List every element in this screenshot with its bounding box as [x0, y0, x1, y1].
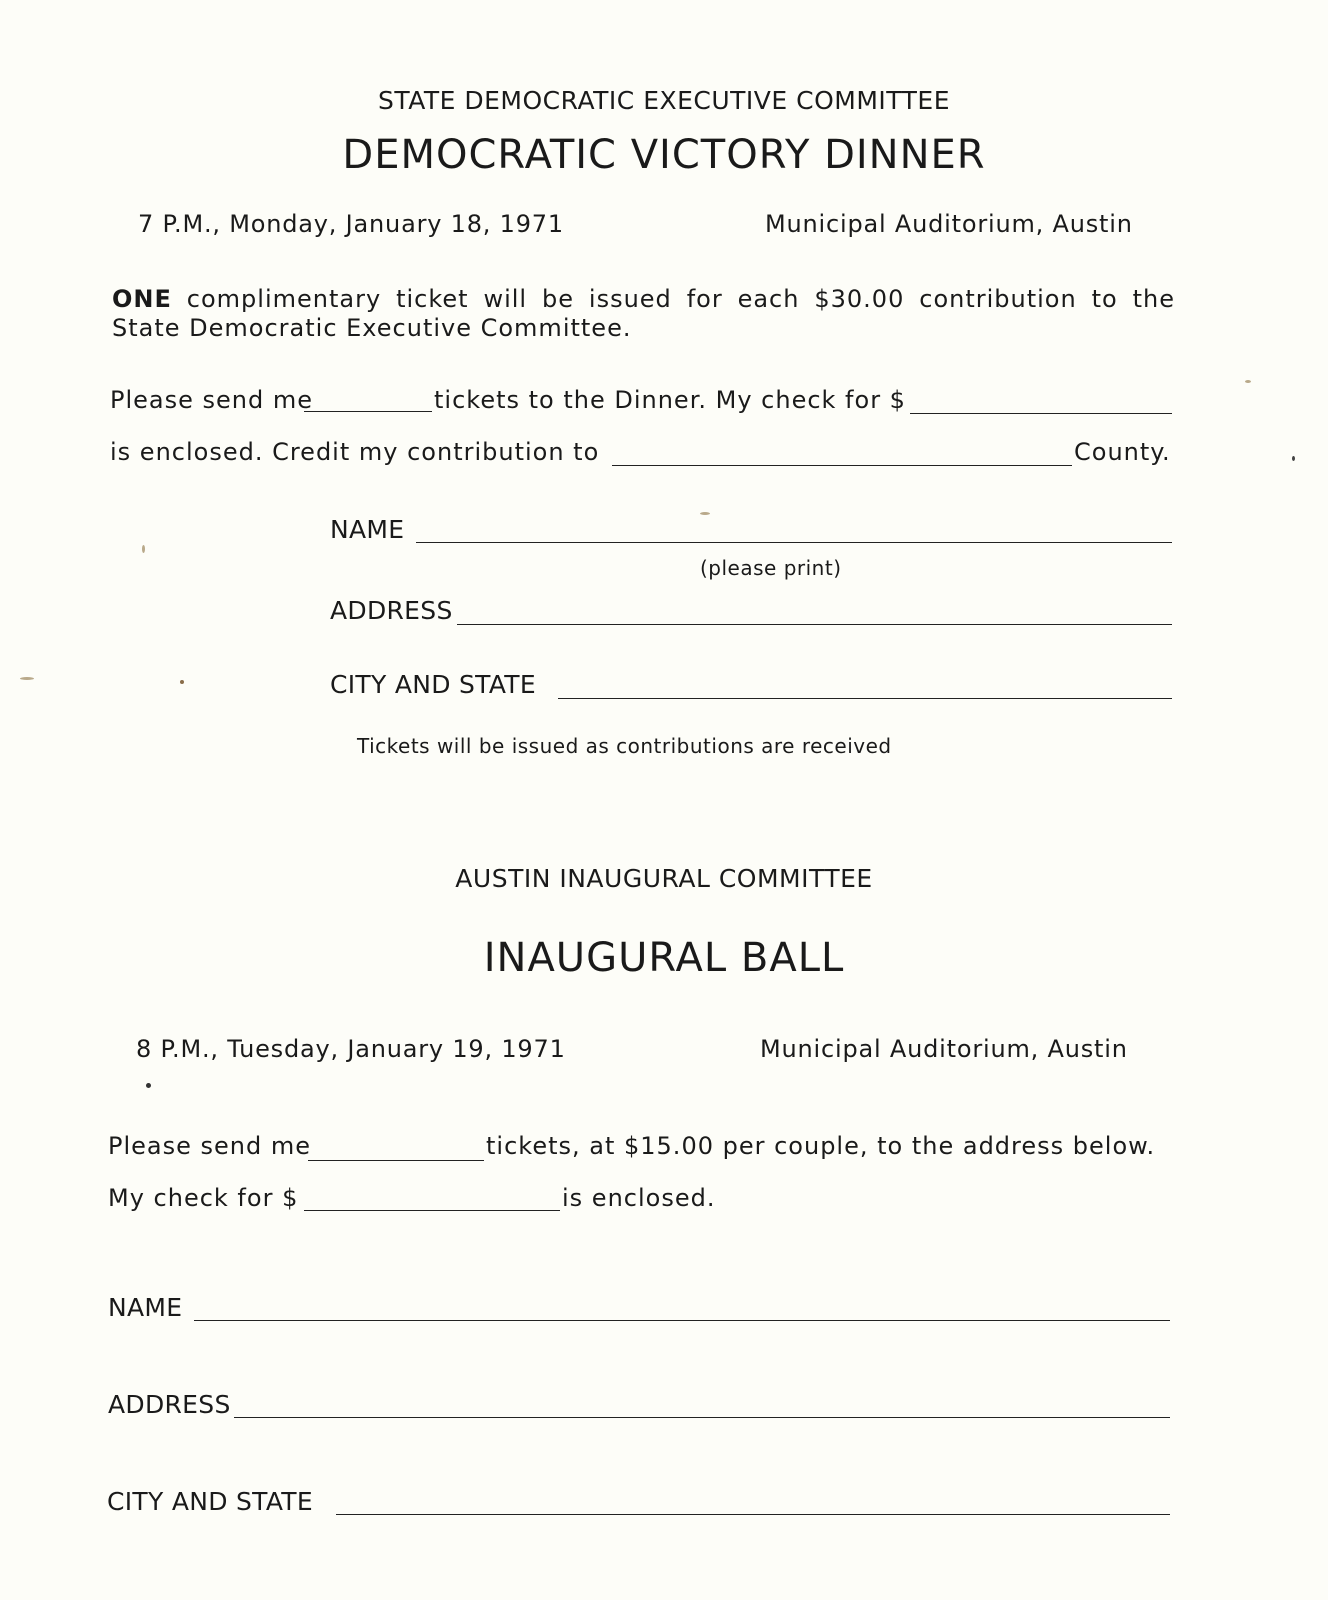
paper-speck: [700, 512, 710, 515]
ball-check-amount-field[interactable]: [304, 1210, 560, 1211]
paper-speck: [20, 677, 34, 680]
ball-city-label: CITY AND STATE: [107, 1487, 313, 1516]
ball-name-label: NAME: [108, 1293, 183, 1322]
offer-text: complimentary ticket will be issued for each $30.00 contribution to the: [186, 285, 1175, 313]
ball-address-field[interactable]: [234, 1417, 1170, 1418]
ink-speck: [146, 1083, 151, 1088]
dinner-offer-line1: [112, 285, 1175, 313]
dinner-county-field[interactable]: [612, 465, 1072, 466]
paper-speck: [180, 680, 184, 684]
ball-check-prefix: My check for $: [108, 1184, 299, 1212]
ball-datetime: 8 P.M., Tuesday, January 19, 1971: [136, 1035, 566, 1063]
dinner-footnote: Tickets will be issued as contributions are received: [357, 734, 892, 758]
ball-send-prefix: Please send me: [108, 1132, 311, 1160]
ball-check-suffix: is enclosed.: [562, 1184, 716, 1212]
dinner-address-field[interactable]: [457, 624, 1172, 625]
dinner-check-amount-field[interactable]: [910, 413, 1172, 414]
dinner-send-prefix: Please send me: [110, 386, 313, 414]
ball-ticket-count-field[interactable]: [308, 1160, 484, 1161]
offer-lead: ONE: [112, 285, 172, 313]
dinner-county-suffix: County.: [1074, 438, 1171, 466]
dinner-organizer: STATE DEMOCRATIC EXECUTIVE COMMITTEE: [378, 86, 950, 115]
dinner-ticket-count-field[interactable]: [304, 411, 432, 412]
dinner-city-label: CITY AND STATE: [330, 670, 536, 699]
ball-organizer: AUSTIN INAUGURAL COMMITTEE: [455, 864, 873, 893]
ball-address-label: ADDRESS: [108, 1390, 231, 1419]
ball-name-field[interactable]: [194, 1320, 1170, 1321]
dinner-name-label: NAME: [330, 515, 405, 544]
ball-title: INAUGURAL BALL: [483, 935, 845, 981]
dinner-send-middle: tickets to the Dinner. My check for $: [434, 386, 906, 414]
dinner-venue: Municipal Auditorium, Austin: [765, 210, 1133, 238]
dinner-name-field[interactable]: [416, 542, 1172, 543]
dinner-title: DEMOCRATIC VICTORY DINNER: [342, 132, 986, 178]
paper-speck: [1245, 380, 1251, 383]
dinner-offer-line2: State Democratic Executive Committee.: [112, 314, 632, 342]
dinner-datetime: 7 P.M., Monday, January 18, 1971: [138, 210, 564, 238]
dinner-city-field[interactable]: [558, 698, 1172, 699]
ball-send-suffix: tickets, at $15.00 per couple, to the address below.: [486, 1132, 1156, 1160]
dinner-enclosed-prefix: is enclosed. Credit my contribution to: [110, 438, 600, 466]
paper-speck: [1292, 456, 1295, 461]
ball-venue: Municipal Auditorium, Austin: [760, 1035, 1128, 1063]
dinner-print-hint: (please print): [700, 556, 842, 580]
dinner-address-label: ADDRESS: [330, 596, 453, 625]
ball-city-field[interactable]: [336, 1514, 1170, 1515]
paper-speck: [142, 545, 145, 553]
